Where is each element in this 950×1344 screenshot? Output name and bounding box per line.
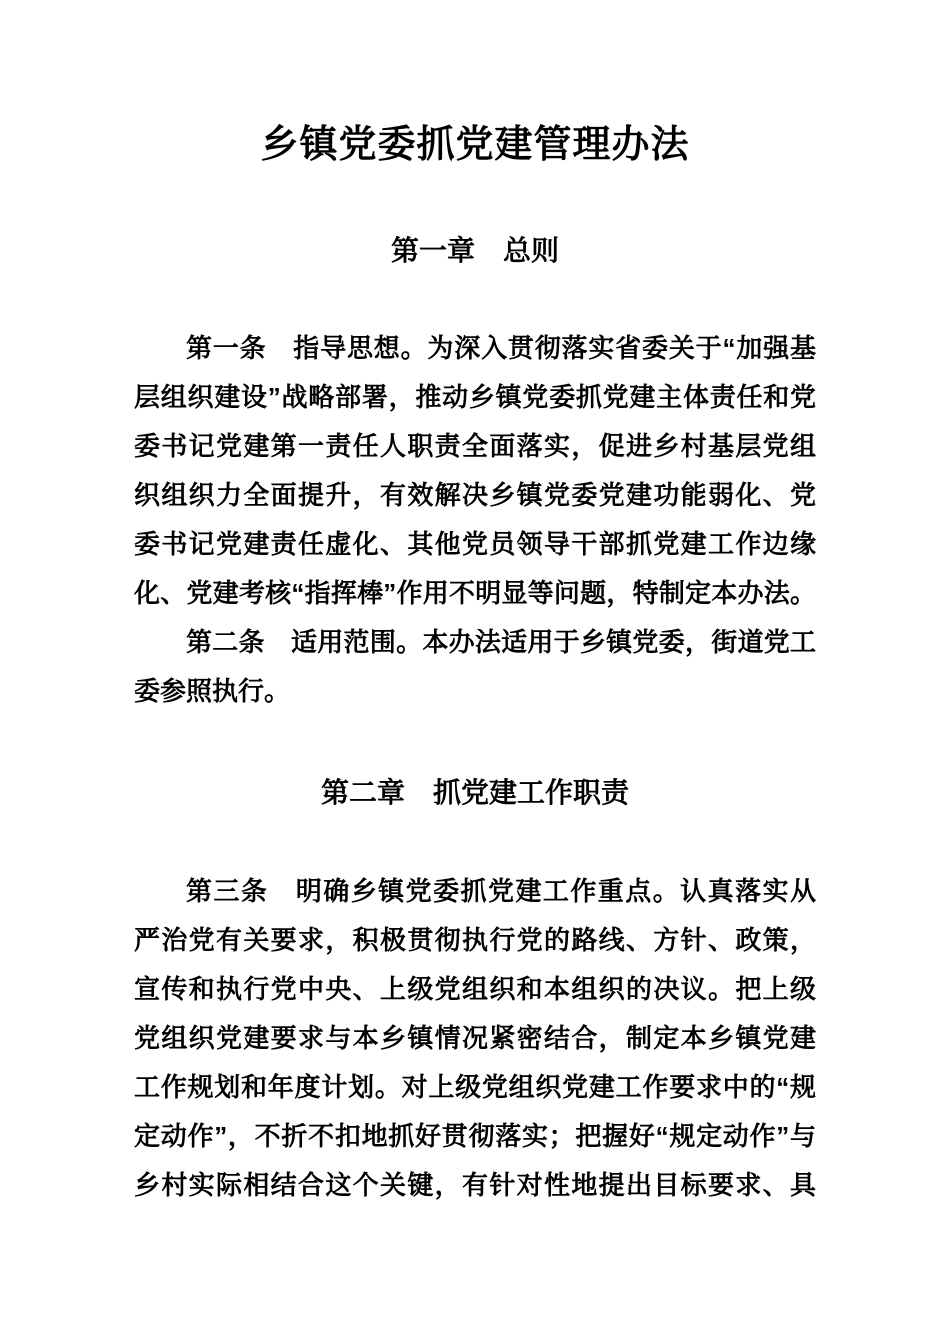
text-line: 委书记党建责任虚化、其他党员领导干部抓党建工作边缘 [134, 529, 816, 559]
text-line: 工作规划和年度计划。对上级党组织党建工作要求中的“规 [134, 1072, 816, 1102]
text-line: 乡村实际相结合这个关键，有针对性地提出目标要求、具 [134, 1170, 816, 1200]
article-1 [134, 324, 816, 618]
document-title: 乡镇党委抓党建管理办法 [260, 124, 690, 166]
chapter-1-heading: 第一章 总则 [390, 235, 559, 266]
text-line: 层组织建设”战略部署，推动乡镇党委抓党建主体责任和党 [134, 382, 816, 412]
text-line: 宣传和执行党中央、上级党组织和本组织的决议。把上级 [134, 974, 816, 1004]
chapter-general-provisions [134, 226, 816, 716]
article-2 [134, 618, 816, 716]
chapter-2-heading: 第二章 抓党建工作职责 [320, 777, 629, 808]
chapter-party-building-duties [134, 768, 816, 1210]
text-line: 党组织党建要求与本乡镇情况紧密结合，制定本乡镇党建 [134, 1023, 816, 1053]
article-3 [134, 867, 816, 1210]
text-line: 严治党有关要求，积极贯彻执行党的路线、方针、政策， [134, 925, 816, 955]
text-line: 委参照执行。 [134, 676, 291, 706]
text-line: 委书记党建第一责任人职责全面落实，促进乡村基层党组 [134, 431, 816, 461]
text-line: 第三条 明确乡镇党委抓党建工作重点。认真落实从 [186, 876, 816, 906]
text-line: 第一条 指导思想。为深入贯彻落实省委关于“加强基 [186, 333, 816, 363]
text-line: 化、党建考核“指挥棒”作用不明显等问题，特制定本办法。 [134, 578, 816, 608]
text-line: 织组织力全面提升，有效解决乡镇党委党建功能弱化、党 [134, 480, 816, 510]
text-line: 定动作”，不折不扣地抓好贯彻落实；把握好“规定动作”与 [134, 1121, 816, 1151]
text-line: 第二条 适用范围。本办法适用于乡镇党委，街道党工 [186, 627, 816, 657]
